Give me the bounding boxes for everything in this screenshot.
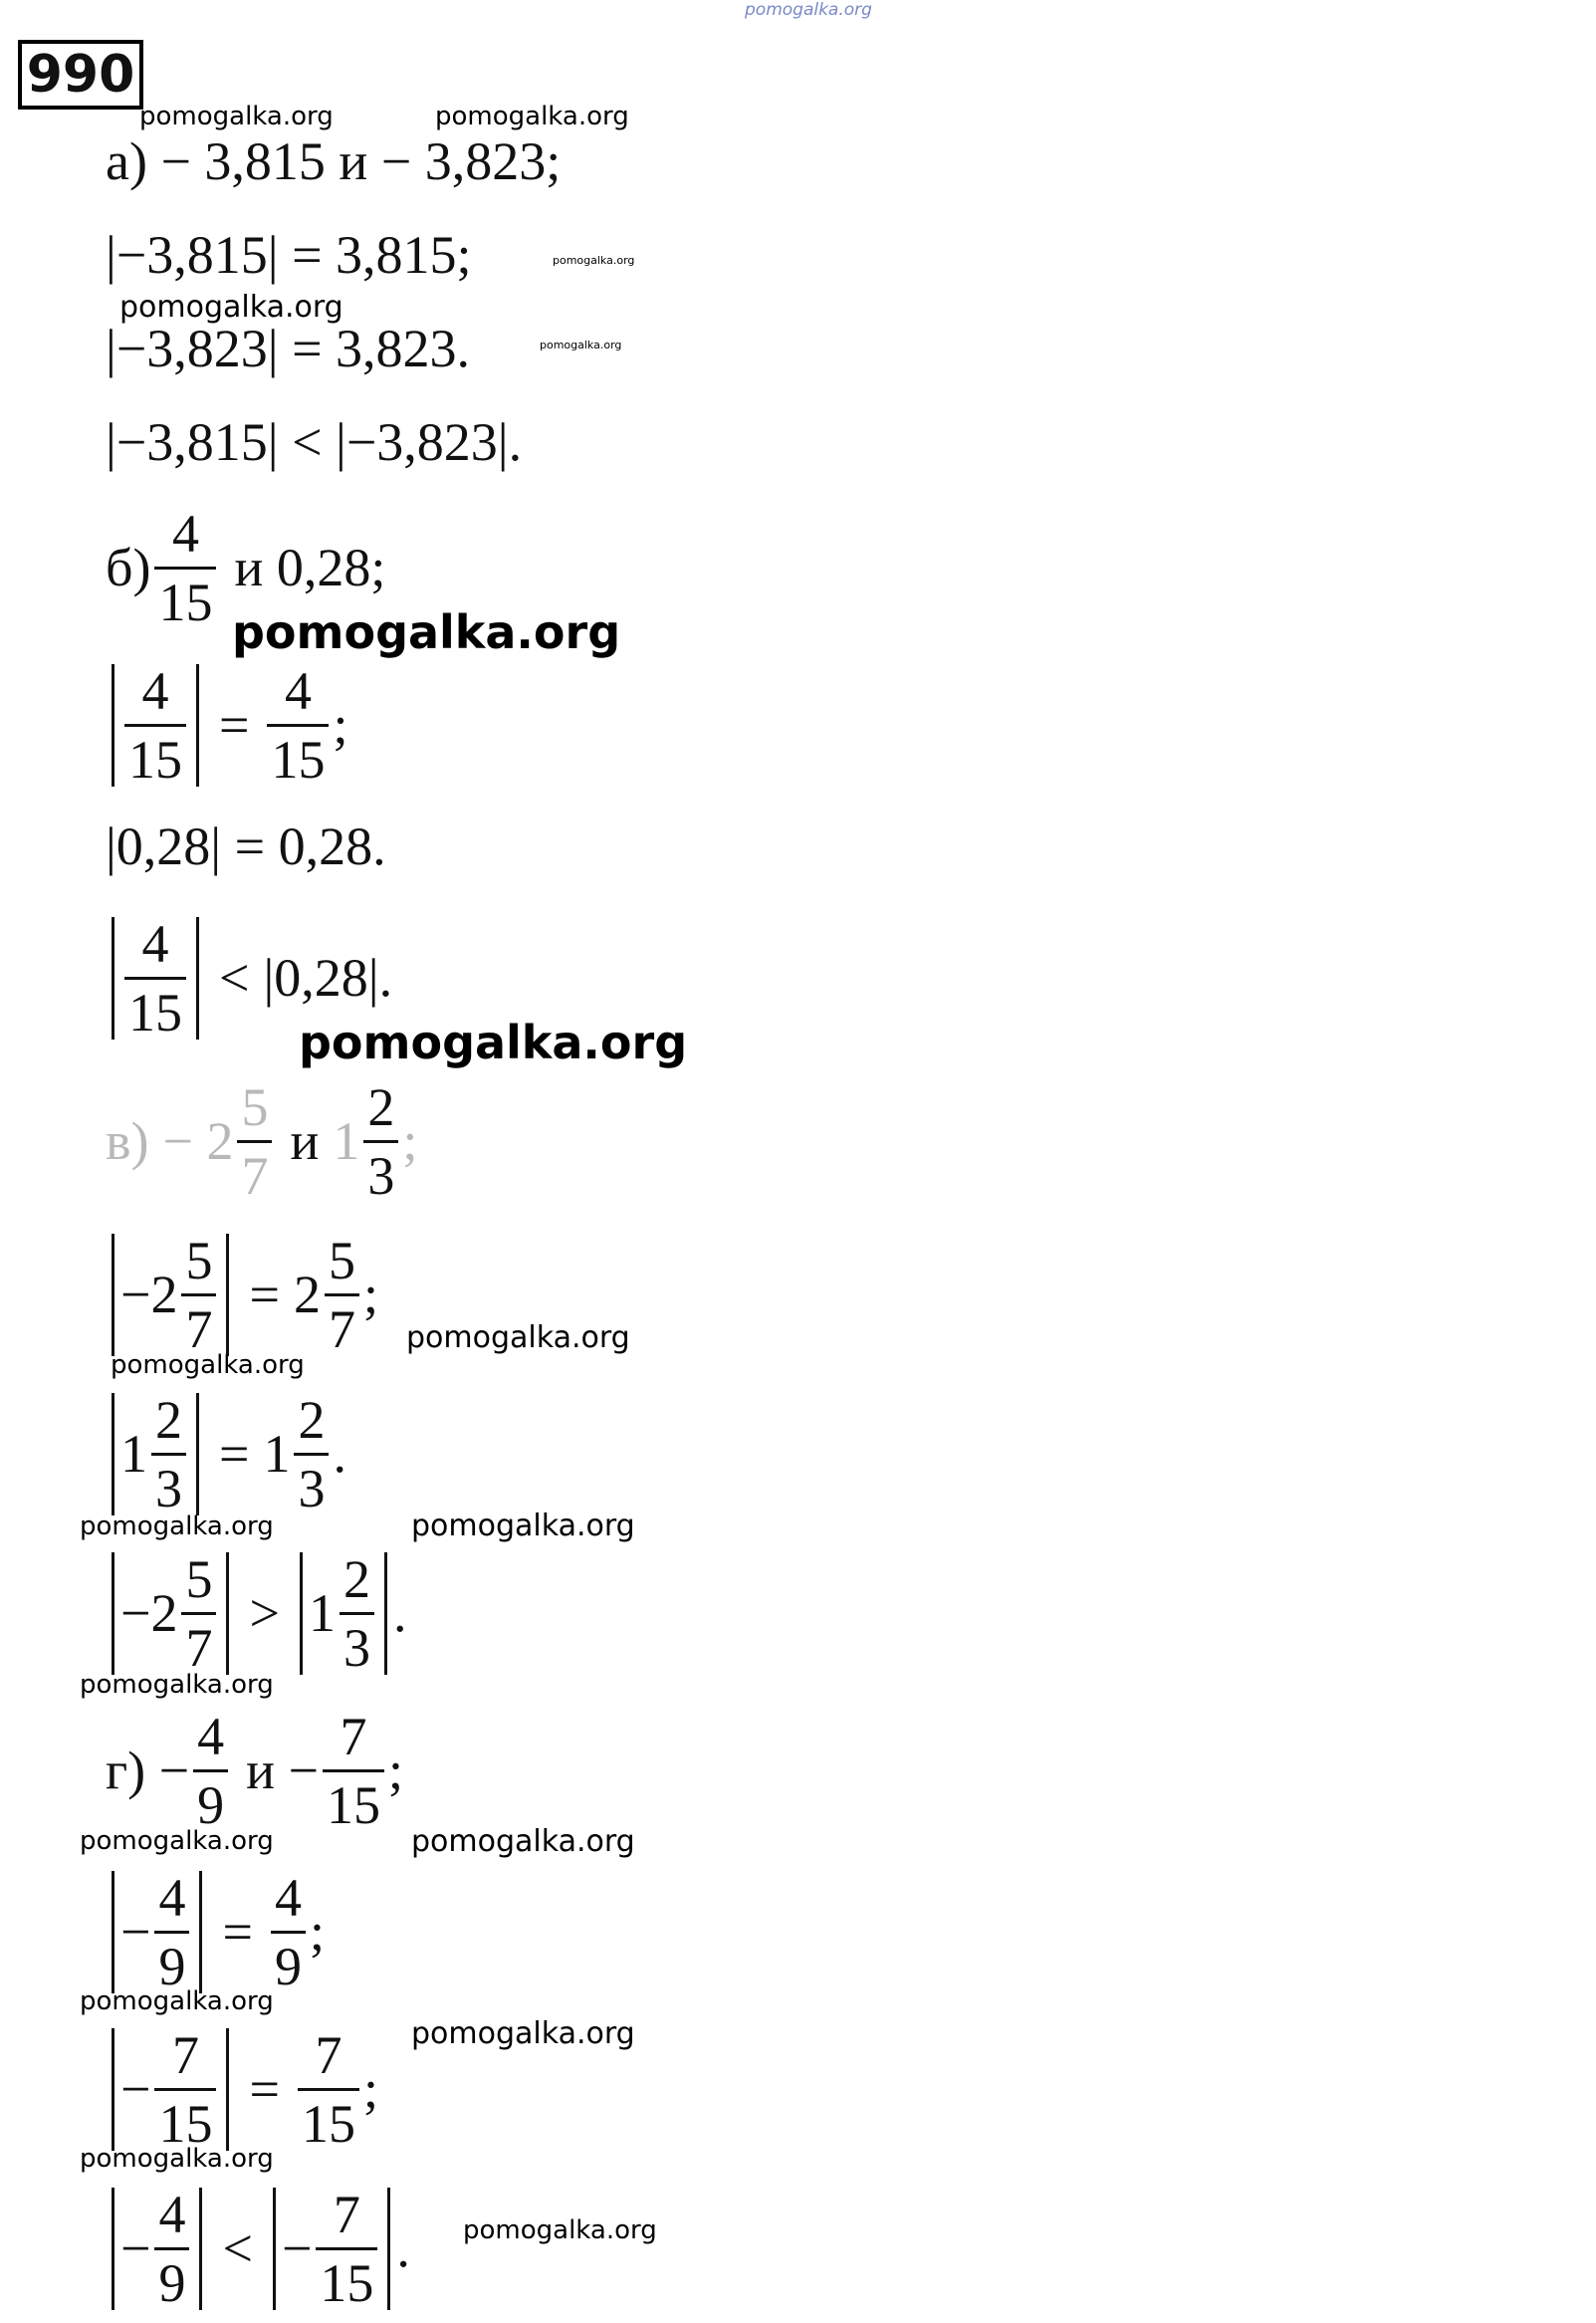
- minus: −: [120, 2218, 151, 2278]
- absolute-value: [112, 660, 199, 790]
- numerator: 7: [171, 2024, 199, 2085]
- absolute-value: [300, 1548, 387, 1678]
- equals: =: [219, 1424, 250, 1484]
- denominator: 7: [181, 1293, 216, 1356]
- watermark: pomogalka.org: [119, 290, 343, 325]
- minus: −: [281, 2218, 313, 2278]
- denominator: 7: [181, 1612, 216, 1675]
- line-g2: [106, 1867, 325, 1996]
- watermark: pomogalka.org: [411, 1824, 635, 1859]
- label-g: г) −: [106, 1741, 190, 1800]
- watermark: pomogalka.org: [80, 1826, 274, 1856]
- semicolon: ;: [333, 695, 348, 755]
- equals: =: [222, 1902, 253, 1962]
- absolute-value: [112, 913, 199, 1043]
- absolute-value: [112, 1548, 229, 1678]
- fraction: [154, 503, 216, 632]
- numerator: 5: [185, 1230, 213, 1290]
- period: .: [333, 1424, 346, 1484]
- fraction: [316, 2184, 377, 2313]
- fraction: [124, 913, 186, 1043]
- fraction: [124, 660, 186, 790]
- semicolon: ;: [387, 1741, 403, 1800]
- fraction: [363, 1076, 398, 1206]
- denominator: 15: [298, 2088, 359, 2151]
- watermark: pomogalka.org: [406, 1320, 630, 1355]
- line-g3: [106, 2024, 378, 2154]
- and: и: [290, 1111, 320, 1171]
- minus: −: [120, 1902, 151, 1962]
- text: |−3,815| = 3,815;: [106, 225, 472, 285]
- numerator: 4: [141, 660, 169, 721]
- fraction: [298, 2024, 359, 2154]
- text: −2: [120, 1265, 178, 1324]
- denominator: 3: [363, 1140, 398, 1203]
- fraction: [294, 1389, 329, 1518]
- equals: =: [219, 695, 250, 755]
- watermark-top: pomogalka.org: [745, 0, 872, 20]
- line-b2: [106, 660, 348, 790]
- numerator: 4: [158, 2184, 186, 2244]
- semicolon: ;: [402, 1111, 418, 1171]
- numerator: 4: [158, 1867, 186, 1928]
- label-v: в): [106, 1111, 149, 1171]
- line-v3: [106, 1389, 346, 1518]
- numerator: 7: [340, 1706, 367, 1766]
- watermark: pomogalka.org: [553, 254, 635, 267]
- fraction: [271, 1867, 306, 1996]
- fraction: [154, 2024, 216, 2154]
- watermark: pomogalka.org: [540, 339, 622, 351]
- less-than: <: [219, 948, 250, 1008]
- text: и −: [246, 1741, 319, 1800]
- text: −2: [120, 1583, 178, 1643]
- denominator: 15: [323, 1769, 384, 1832]
- period: .: [392, 1583, 407, 1643]
- numerator: 2: [155, 1389, 182, 1450]
- equals: =: [249, 2059, 280, 2119]
- text: 1: [333, 1111, 360, 1171]
- line-g4: [106, 2184, 410, 2313]
- watermark: pomogalka.org: [299, 1016, 688, 1069]
- semicolon: ;: [309, 1902, 325, 1962]
- fraction: [325, 1230, 359, 1359]
- text: и 0,28;: [234, 538, 386, 597]
- denominator: 15: [124, 977, 186, 1040]
- line-v2: [106, 1230, 378, 1359]
- numerator: 5: [185, 1548, 213, 1609]
- numerator: 7: [315, 2024, 342, 2085]
- semicolon: ;: [362, 1265, 378, 1324]
- numerator: 2: [367, 1076, 395, 1137]
- text: |−3,815| < |−3,823|.: [106, 412, 523, 472]
- watermark: pomogalka.org: [435, 102, 629, 131]
- period: .: [396, 2218, 410, 2278]
- numerator: 4: [274, 1867, 302, 1928]
- label-b: б): [106, 538, 151, 597]
- line-a4: [106, 382, 522, 502]
- watermark: pomogalka.org: [80, 1986, 274, 2016]
- watermark: pomogalka.org: [411, 2016, 635, 2051]
- numerator: 4: [284, 660, 312, 721]
- fraction: [181, 1548, 216, 1678]
- watermark: pomogalka.org: [80, 1511, 274, 1541]
- denominator: 15: [267, 724, 329, 787]
- equals: =: [249, 1265, 280, 1324]
- numerator: 4: [197, 1706, 225, 1766]
- watermark: pomogalka.org: [411, 1509, 635, 1543]
- denominator: 7: [237, 1140, 272, 1203]
- absolute-value: [112, 2024, 229, 2154]
- text: 1: [120, 1424, 147, 1484]
- text: 1: [263, 1424, 291, 1484]
- absolute-value: [112, 2184, 202, 2313]
- line-b1: [106, 503, 386, 632]
- denominator: 15: [124, 724, 186, 787]
- denominator: 9: [193, 1769, 228, 1832]
- watermark: pomogalka.org: [463, 2215, 657, 2245]
- absolute-value: [112, 1230, 229, 1359]
- denominator: 15: [154, 567, 216, 629]
- numerator: 2: [342, 1548, 370, 1609]
- numerator: 7: [333, 2184, 360, 2244]
- numerator: 4: [141, 913, 169, 974]
- denominator: 9: [154, 2247, 189, 2310]
- semicolon: ;: [362, 2059, 378, 2119]
- fraction: [267, 660, 329, 790]
- numerator: 2: [298, 1389, 326, 1450]
- text: |0,28|.: [263, 948, 393, 1008]
- denominator: 3: [340, 1612, 374, 1675]
- minus: −: [120, 2059, 151, 2119]
- denominator: 3: [151, 1453, 186, 1515]
- denominator: 3: [294, 1453, 329, 1515]
- fraction: [340, 1548, 374, 1678]
- greater-than: >: [249, 1583, 280, 1643]
- denominator: 9: [154, 1931, 189, 1993]
- watermark: pomogalka.org: [139, 102, 334, 131]
- line-b4: [106, 913, 393, 1043]
- text: а) − 3,815 и − 3,823;: [106, 131, 562, 191]
- denominator: 15: [154, 2088, 216, 2151]
- denominator: 9: [271, 1931, 306, 1993]
- line-v1: [106, 1076, 418, 1206]
- watermark: pomogalka.org: [80, 2144, 274, 2174]
- watermark: pomogalka.org: [80, 1670, 274, 1700]
- fraction: [151, 1389, 186, 1518]
- problem-number: 990: [18, 40, 143, 110]
- fraction: [154, 2184, 189, 2313]
- fraction: [181, 1230, 216, 1359]
- fraction: [237, 1076, 272, 1206]
- line-b3: [106, 787, 386, 906]
- line-v4: [106, 1548, 407, 1678]
- absolute-value: [112, 1867, 202, 1996]
- line-g1: [106, 1706, 403, 1835]
- denominator: 15: [316, 2247, 377, 2310]
- fraction: [154, 1867, 189, 1996]
- text: 2: [293, 1265, 321, 1324]
- watermark: pomogalka.org: [232, 605, 621, 659]
- fraction: [193, 1706, 228, 1835]
- text: |−3,823| = 3,823.: [106, 319, 471, 378]
- watermark: pomogalka.org: [111, 1350, 305, 1380]
- absolute-value: [273, 2184, 390, 2313]
- text: 1: [308, 1583, 336, 1643]
- text: |0,28| = 0,28.: [106, 816, 386, 876]
- numerator: 5: [328, 1230, 355, 1290]
- numerator: 4: [171, 503, 199, 564]
- fraction: [323, 1706, 384, 1835]
- numerator: 5: [241, 1076, 269, 1137]
- less-than: <: [222, 2218, 253, 2278]
- denominator: 7: [325, 1293, 359, 1356]
- text: − 2: [162, 1111, 234, 1171]
- absolute-value: [112, 1389, 199, 1518]
